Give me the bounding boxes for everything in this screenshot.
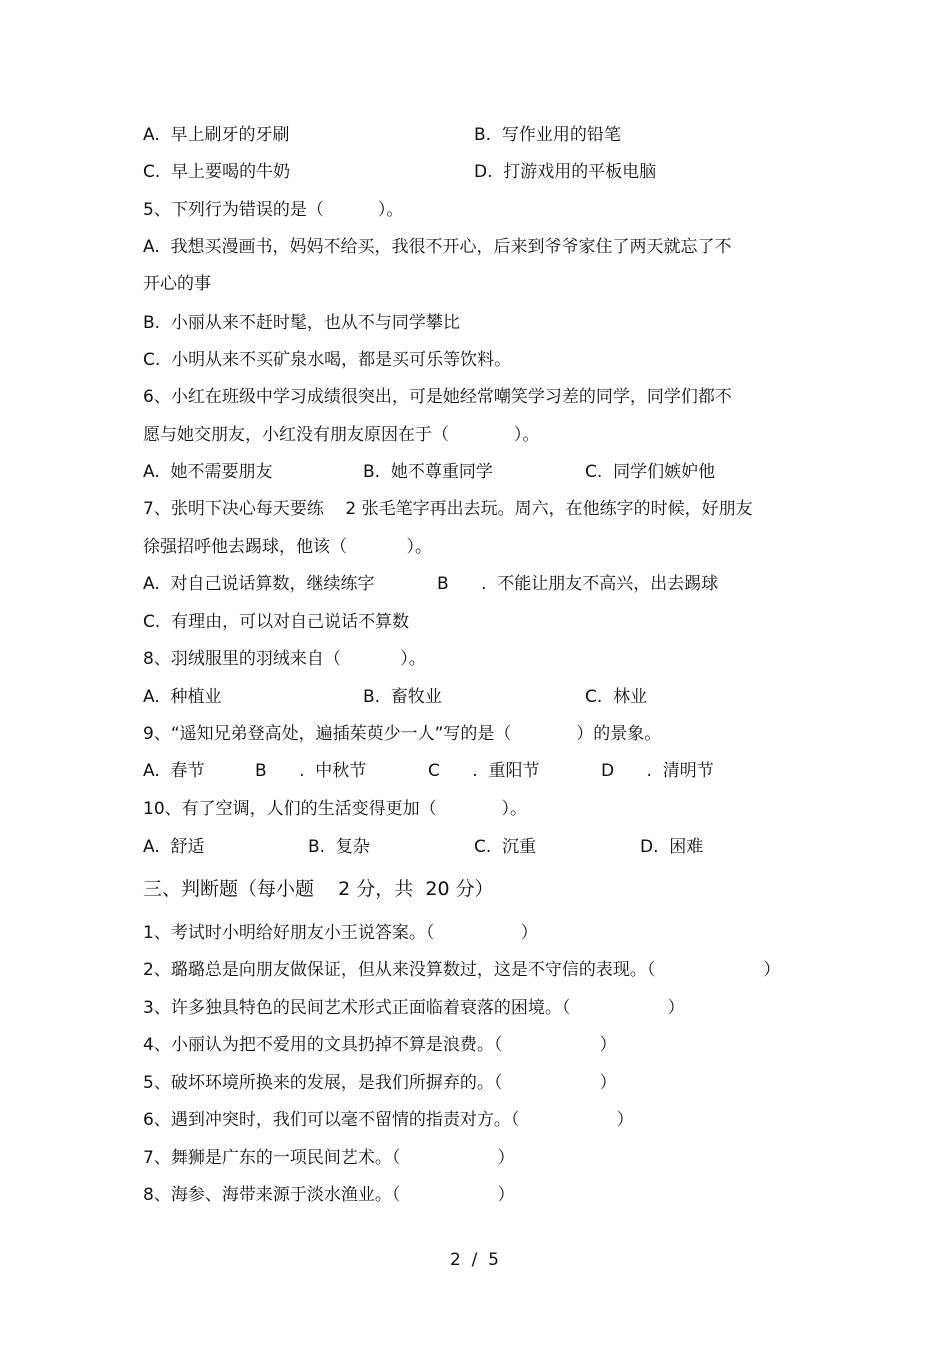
question-10-stem: 10、有了空调，人们的生活变得更加（ ）。 bbox=[143, 799, 527, 819]
judgment-item-7: 7、舞狮是广东的一项民间艺术。（ ） bbox=[143, 1148, 515, 1168]
question-6-option-b: B. 她不尊重同学 bbox=[363, 462, 493, 482]
question-8-stem: 8、羽绒服里的羽绒来自（ ）。 bbox=[143, 649, 426, 669]
question-9-option-c: C . 重阳节 bbox=[428, 761, 540, 781]
option-a: A. 早上刷牙的牙刷 bbox=[143, 125, 290, 145]
judgment-item-8: 8、海参、海带来源于淡水渔业。（ ） bbox=[143, 1185, 515, 1205]
question-10-option-c: C. 沉重 bbox=[474, 837, 537, 857]
judgment-item-1: 1、考试时小明给好朋友小王说答案。（ ） bbox=[143, 923, 538, 943]
question-10-option-b: B. 复杂 bbox=[308, 837, 370, 857]
question-9-option-b: B . 中秋节 bbox=[255, 761, 367, 781]
question-5-option-c: C. 小明从来不买矿泉水喝，都是买可乐等饮料。 bbox=[143, 350, 512, 370]
question-6-option-a: A. 她不需要朋友 bbox=[143, 462, 273, 482]
question-5-stem: 5、下列行为错误的是（ ）。 bbox=[143, 200, 404, 220]
question-6-option-c: C. 同学们嫉妒他 bbox=[585, 462, 716, 482]
question-8-option-a: A. 种植业 bbox=[143, 687, 222, 707]
question-7-option-b: B . 不能让朋友不高兴，出去踢球 bbox=[437, 574, 719, 594]
page-number: 2 / 5 bbox=[450, 1250, 499, 1270]
question-8-option-c: C. 林业 bbox=[585, 687, 648, 707]
judgment-item-3: 3、许多独具特色的民间艺术形式正面临着衰落的困境。（ ） bbox=[143, 998, 685, 1018]
question-5-option-b: B. 小丽从来不赶时髦，也从不与同学攀比 bbox=[143, 313, 460, 333]
question-7-option-a: A. 对自己说话算数，继续练字 bbox=[143, 574, 375, 594]
question-7-option-c: C. 有理由，可以对自己说话不算数 bbox=[143, 612, 410, 632]
option-b: B. 写作业用的铅笔 bbox=[474, 125, 621, 145]
question-6-stem: 6、小红在班级中学习成绩很突出，可是她经常嘲笑学习差的同学，同学们都不 bbox=[143, 387, 732, 407]
judgment-item-2: 2、璐璐总是向朋友做保证，但从来没算数过，这是不守信的表现。（ ） bbox=[143, 960, 781, 980]
option-c: C. 早上要喝的牛奶 bbox=[143, 162, 291, 182]
question-7-stem-cont: 徐强招呼他去踢球，他该（ ）。 bbox=[143, 537, 432, 557]
question-9-stem: 9、“遥知兄弟登高处，遍插茱萸少一人”写的是（ ）的景象。 bbox=[143, 724, 662, 744]
question-9-option-d: D . 清明节 bbox=[601, 761, 714, 781]
judgment-item-4: 4、小丽认为把不爱用的文具扔掉不算是浪费。（ ） bbox=[143, 1035, 617, 1055]
judgment-item-5: 5、破坏环境所换来的发展，是我们所摒弃的。（ ） bbox=[143, 1073, 617, 1093]
judgment-item-6: 6、遇到冲突时，我们可以毫不留情的指责对方。（ ） bbox=[143, 1110, 634, 1130]
question-7-stem: 7、张明下决心每天要练 2 张毛笔字再出去玩。周六，在他练字的时候，好朋友 bbox=[143, 499, 753, 519]
question-10-option-a: A. 舒适 bbox=[143, 837, 205, 857]
option-d: D. 打游戏用的平板电脑 bbox=[474, 162, 657, 182]
question-5-option-a-cont: 开心的事 bbox=[143, 274, 211, 294]
question-9-option-a: A. 春节 bbox=[143, 761, 205, 781]
question-10-option-d: D. 困难 bbox=[640, 837, 704, 857]
question-6-stem-cont: 愿与她交朋友，小红没有朋友原因在于（ ）。 bbox=[143, 425, 540, 445]
question-8-option-b: B. 畜牧业 bbox=[363, 687, 442, 707]
question-5-option-a: A. 我想买漫画书，妈妈不给买，我很不开心，后来到爷爷家住了两天就忘了不 bbox=[143, 237, 732, 257]
section-title: 三、判断题（每小题 2 分，共 20 分） bbox=[143, 878, 494, 900]
